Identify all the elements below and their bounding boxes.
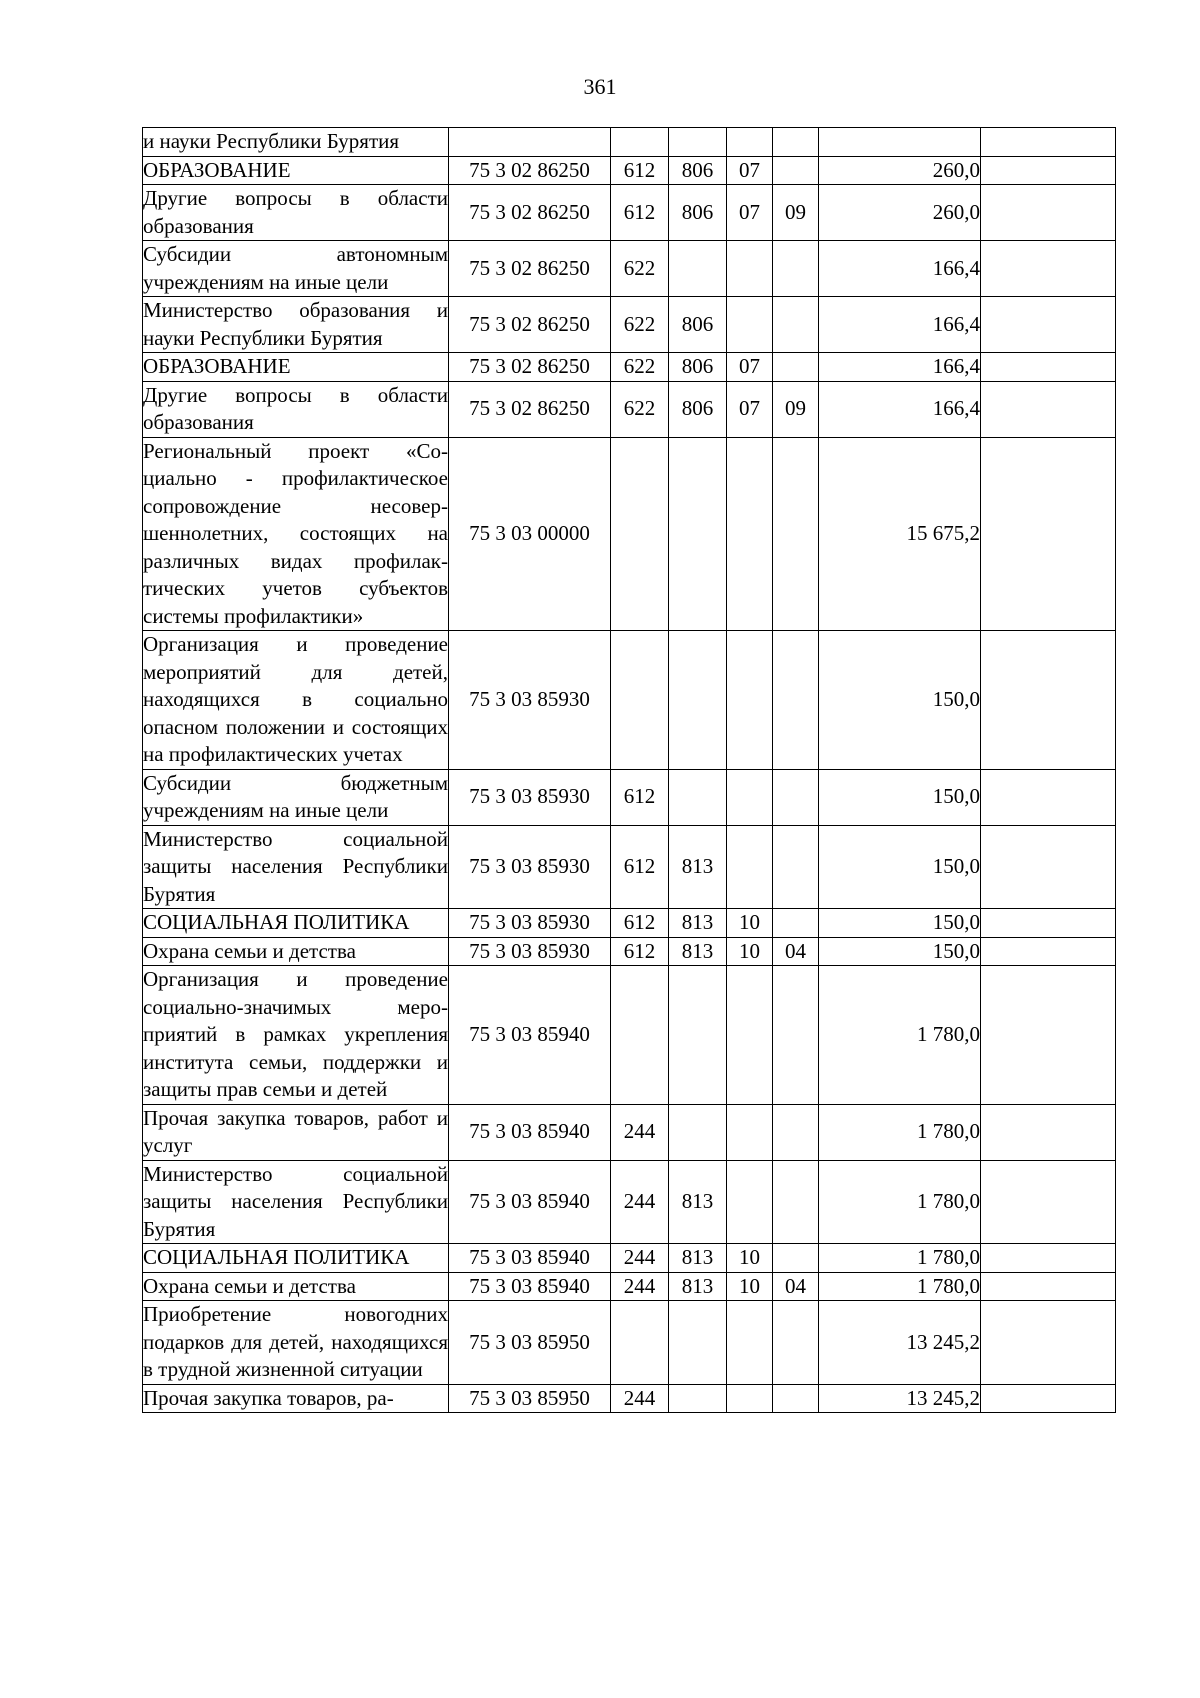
table-row (143, 937, 1116, 966)
row-name: Прочая закупка товаров, работ и услуг (143, 1104, 449, 1160)
table-row (143, 128, 1116, 157)
row-empty-cell (981, 353, 1116, 382)
row-ministry-code: 806 (669, 353, 727, 382)
row-target-article: 75 3 03 85930 (449, 937, 611, 966)
row-amount: 150,0 (819, 769, 981, 825)
row-amount: 15 675,2 (819, 437, 981, 631)
row-expense-type (611, 437, 669, 631)
row-name: СОЦИАЛЬНАЯ ПОЛИТИКА (143, 909, 449, 938)
row-subsection (773, 297, 819, 353)
row-subsection (773, 909, 819, 938)
row-expense-type: 612 (611, 156, 669, 185)
row-ministry-code: 813 (669, 1244, 727, 1273)
row-amount: 1 780,0 (819, 1104, 981, 1160)
row-expense-type: 622 (611, 241, 669, 297)
row-name: Субсидии автономным учреждениям на иные цели (143, 241, 449, 297)
row-expense-type: 612 (611, 769, 669, 825)
row-subsection (773, 1384, 819, 1413)
row-amount (819, 128, 981, 157)
row-section (727, 1301, 773, 1385)
row-empty-cell (981, 1384, 1116, 1413)
row-name: ОБРАЗОВАНИЕ (143, 353, 449, 382)
table-row (143, 353, 1116, 382)
row-empty-cell (981, 185, 1116, 241)
row-target-article (449, 128, 611, 157)
row-expense-type: 612 (611, 825, 669, 909)
table-row (143, 241, 1116, 297)
row-subsection: 09 (773, 381, 819, 437)
row-section (727, 631, 773, 770)
row-section: 10 (727, 909, 773, 938)
row-target-article: 75 3 03 85930 (449, 909, 611, 938)
table-row (143, 1384, 1116, 1413)
row-target-article: 75 3 03 85930 (449, 631, 611, 770)
row-expense-type (611, 966, 669, 1105)
row-amount: 150,0 (819, 937, 981, 966)
row-name: Организация и проведение мероприятий для детей, находящихся в социально опасном положении и состоящих на профилактических учетах (143, 631, 449, 770)
row-ministry-code (669, 1104, 727, 1160)
row-subsection (773, 966, 819, 1105)
row-name: Другие вопросы в области образования (143, 381, 449, 437)
row-ministry-code: 813 (669, 909, 727, 938)
row-target-article: 75 3 02 86250 (449, 241, 611, 297)
row-subsection (773, 825, 819, 909)
row-ministry-code (669, 966, 727, 1105)
table-row (143, 909, 1116, 938)
row-amount: 1 780,0 (819, 1244, 981, 1273)
row-empty-cell (981, 937, 1116, 966)
table-row (143, 1272, 1116, 1301)
row-section (727, 1160, 773, 1244)
row-name: Субсидии бюджетным учреждениям на иные цели (143, 769, 449, 825)
row-ministry-code (669, 769, 727, 825)
table-row (143, 631, 1116, 770)
row-amount: 1 780,0 (819, 966, 981, 1105)
row-section: 10 (727, 1272, 773, 1301)
row-name: СОЦИАЛЬНАЯ ПОЛИТИКА (143, 1244, 449, 1273)
row-subsection (773, 128, 819, 157)
row-ministry-code: 813 (669, 825, 727, 909)
row-target-article: 75 3 03 85950 (449, 1384, 611, 1413)
row-empty-cell (981, 1301, 1116, 1385)
row-amount: 13 245,2 (819, 1384, 981, 1413)
row-subsection (773, 437, 819, 631)
table-row (143, 1160, 1116, 1244)
row-expense-type (611, 1301, 669, 1385)
row-amount: 150,0 (819, 825, 981, 909)
row-empty-cell (981, 1244, 1116, 1273)
row-subsection (773, 1160, 819, 1244)
row-section: 07 (727, 381, 773, 437)
row-expense-type (611, 128, 669, 157)
row-section (727, 1384, 773, 1413)
row-ministry-code (669, 1384, 727, 1413)
row-subsection (773, 769, 819, 825)
row-name: Региональный проект «Социально - профилактическое сопровождение несовершеннолетних, состоящих на различных видах профилактических учетов субъектов системы профилактики» (143, 437, 449, 631)
row-empty-cell (981, 769, 1116, 825)
row-empty-cell (981, 381, 1116, 437)
row-subsection (773, 1301, 819, 1385)
row-section (727, 1104, 773, 1160)
row-expense-type: 244 (611, 1244, 669, 1273)
row-name: Министерство социальной защиты населения Республики Бурятия (143, 825, 449, 909)
table-row (143, 185, 1116, 241)
row-ministry-code (669, 631, 727, 770)
row-section (727, 966, 773, 1105)
table-row (143, 966, 1116, 1105)
row-section: 10 (727, 1244, 773, 1273)
row-section: 07 (727, 185, 773, 241)
row-section (727, 128, 773, 157)
row-target-article: 75 3 03 85940 (449, 1160, 611, 1244)
row-target-article: 75 3 03 85940 (449, 1104, 611, 1160)
table-row (143, 769, 1116, 825)
row-amount: 166,4 (819, 381, 981, 437)
row-amount: 150,0 (819, 631, 981, 770)
row-subsection (773, 1104, 819, 1160)
row-ministry-code: 806 (669, 156, 727, 185)
row-section: 07 (727, 156, 773, 185)
table-body (143, 128, 1116, 1413)
row-expense-type: 622 (611, 381, 669, 437)
row-ministry-code: 806 (669, 297, 727, 353)
row-amount: 166,4 (819, 297, 981, 353)
row-target-article: 75 3 02 86250 (449, 185, 611, 241)
row-subsection: 09 (773, 185, 819, 241)
row-ministry-code: 806 (669, 381, 727, 437)
row-empty-cell (981, 437, 1116, 631)
row-empty-cell (981, 1272, 1116, 1301)
row-target-article: 75 3 02 86250 (449, 156, 611, 185)
table-row (143, 381, 1116, 437)
row-amount: 150,0 (819, 909, 981, 938)
row-section (727, 241, 773, 297)
row-expense-type: 612 (611, 185, 669, 241)
row-ministry-code (669, 128, 727, 157)
row-empty-cell (981, 966, 1116, 1105)
row-expense-type: 612 (611, 937, 669, 966)
row-name: и науки Республики Бурятия (143, 128, 449, 157)
row-empty-cell (981, 297, 1116, 353)
row-ministry-code: 813 (669, 1272, 727, 1301)
table-row (143, 1104, 1116, 1160)
row-target-article: 75 3 03 85940 (449, 966, 611, 1105)
row-expense-type: 622 (611, 353, 669, 382)
row-target-article: 75 3 03 85950 (449, 1301, 611, 1385)
row-name: Охрана семьи и детства (143, 1272, 449, 1301)
row-subsection (773, 241, 819, 297)
table-row (143, 297, 1116, 353)
row-ministry-code (669, 437, 727, 631)
row-name: Организация и проведение социально-значимых мероприятий в рамках укрепления института семьи, поддержки и защиты прав семьи и детей (143, 966, 449, 1105)
row-ministry-code (669, 241, 727, 297)
row-ministry-code: 813 (669, 1160, 727, 1244)
row-empty-cell (981, 241, 1116, 297)
row-target-article: 75 3 02 86250 (449, 353, 611, 382)
row-expense-type: 244 (611, 1272, 669, 1301)
row-subsection (773, 353, 819, 382)
row-target-article: 75 3 03 85930 (449, 825, 611, 909)
row-target-article: 75 3 03 85930 (449, 769, 611, 825)
row-subsection: 04 (773, 937, 819, 966)
table-row (143, 825, 1116, 909)
row-expense-type (611, 631, 669, 770)
row-expense-type: 244 (611, 1384, 669, 1413)
row-subsection: 04 (773, 1272, 819, 1301)
row-section (727, 437, 773, 631)
row-amount: 260,0 (819, 185, 981, 241)
row-ministry-code (669, 1301, 727, 1385)
row-section: 10 (727, 937, 773, 966)
row-name: Министерство образования и науки Республики Бурятия (143, 297, 449, 353)
row-amount: 1 780,0 (819, 1272, 981, 1301)
row-name: Другие вопросы в области образования (143, 185, 449, 241)
row-section (727, 769, 773, 825)
row-empty-cell (981, 128, 1116, 157)
table-row (143, 1244, 1116, 1273)
row-section (727, 825, 773, 909)
row-section: 07 (727, 353, 773, 382)
row-name: Приобретение новогодних подарков для детей, находящихся в трудной жизненной ситуации (143, 1301, 449, 1385)
row-subsection (773, 156, 819, 185)
row-expense-type: 612 (611, 909, 669, 938)
row-expense-type: 244 (611, 1160, 669, 1244)
row-amount: 260,0 (819, 156, 981, 185)
table-row (143, 437, 1116, 631)
row-subsection (773, 631, 819, 770)
row-ministry-code: 813 (669, 937, 727, 966)
row-target-article: 75 3 02 86250 (449, 381, 611, 437)
row-expense-type: 622 (611, 297, 669, 353)
row-section (727, 297, 773, 353)
row-empty-cell (981, 909, 1116, 938)
row-amount: 166,4 (819, 241, 981, 297)
row-name: Прочая закупка товаров, ра- (143, 1384, 449, 1413)
row-subsection (773, 1244, 819, 1273)
row-empty-cell (981, 631, 1116, 770)
row-empty-cell (981, 1104, 1116, 1160)
row-target-article: 75 3 02 86250 (449, 297, 611, 353)
row-empty-cell (981, 156, 1116, 185)
row-name: Охрана семьи и детства (143, 937, 449, 966)
row-amount: 1 780,0 (819, 1160, 981, 1244)
row-name: ОБРАЗОВАНИЕ (143, 156, 449, 185)
row-target-article: 75 3 03 85940 (449, 1272, 611, 1301)
row-amount: 13 245,2 (819, 1301, 981, 1385)
row-target-article: 75 3 03 85940 (449, 1244, 611, 1273)
page-number: 361 (583, 74, 617, 99)
row-amount: 166,4 (819, 353, 981, 382)
row-empty-cell (981, 825, 1116, 909)
row-empty-cell (981, 1160, 1116, 1244)
row-ministry-code: 806 (669, 185, 727, 241)
table-row (143, 1301, 1116, 1385)
row-target-article: 75 3 03 00000 (449, 437, 611, 631)
budget-table (142, 127, 1116, 1413)
row-expense-type: 244 (611, 1104, 669, 1160)
table-row (143, 156, 1116, 185)
row-name: Министерство социальной защиты населения Республики Бурятия (143, 1160, 449, 1244)
